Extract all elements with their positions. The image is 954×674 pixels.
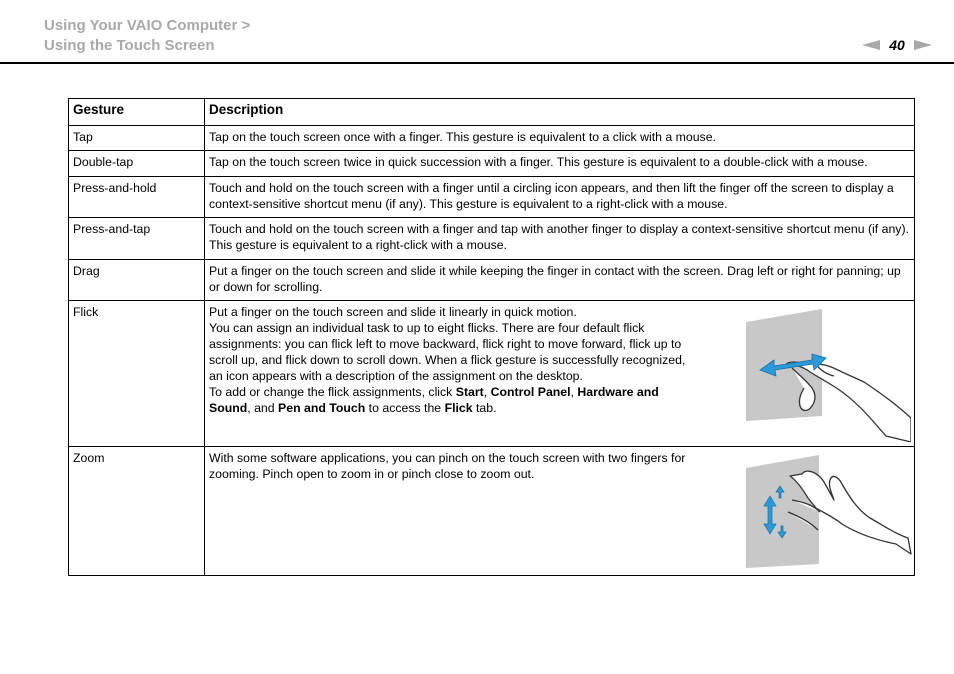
text-span: to access the — [365, 401, 445, 415]
flick-line-3 — [209, 384, 689, 416]
page-number: 40 — [889, 37, 905, 53]
table-row — [69, 151, 915, 177]
gesture-cell: Press-and-hold — [69, 177, 205, 218]
table-row — [69, 218, 915, 260]
column-header-gesture: Gesture — [69, 99, 205, 126]
flick-description — [209, 304, 689, 416]
gesture-cell: Tap — [69, 126, 205, 151]
gesture-cell: Drag — [69, 260, 205, 301]
header-rule — [0, 62, 954, 64]
text-span: To add or change the flick assignments, click — [209, 385, 456, 399]
previous-page-icon[interactable] — [862, 40, 880, 50]
gesture-cell: Flick — [69, 301, 205, 447]
table-header-row — [69, 99, 915, 126]
zoom-gesture-illustration — [746, 454, 913, 568]
table-row-flick — [69, 301, 915, 447]
column-header-description: Description — [205, 99, 915, 126]
gesture-cell: Zoom — [69, 447, 205, 576]
table-row — [69, 177, 915, 218]
flick-line-2: You can assign an individual task to up to eight flicks. There are four default flick assignments: you can flick left to move backward, flick right to move forward, flick up to scroll up, and flick down to scroll down. When a flick gesture is successfully recognized, an icon appears with a description of the assignment on the desktop. — [209, 321, 686, 383]
breadcrumb-line-2[interactable]: Using the Touch Screen — [44, 37, 215, 54]
gesture-cell: Double-tap — [69, 151, 205, 177]
description-cell: Tap on the touch screen twice in quick succession with a finger. This gesture is equivalent to a double-click with a mouse. — [205, 151, 915, 177]
text-span: , — [570, 385, 578, 399]
description-cell: Touch and hold on the touch screen with a finger until a circling icon appears, and then lift the finger off the screen to display a context-sensitive shortcut menu (if any). This gesture is equivalent to a right-click with a mouse. — [205, 177, 915, 218]
gesture-table — [68, 98, 915, 576]
flick-tab-term: Flick — [444, 401, 473, 415]
table-row-zoom — [69, 447, 915, 576]
description-cell — [205, 447, 915, 576]
breadcrumb-line-1[interactable]: Using Your VAIO Computer > — [44, 17, 251, 34]
description-cell: Touch and hold on the touch screen with a finger and tap with another finger to display a context-sensitive shortcut menu (if any). This gesture is equivalent to a right-click with a mouse. — [205, 218, 915, 260]
gesture-cell: Press-and-tap — [69, 218, 205, 260]
table-row — [69, 126, 915, 151]
start-term: Start — [455, 385, 484, 399]
pen-touch-term: Pen and Touch — [278, 401, 366, 415]
description-cell: Tap on the touch screen once with a finger. This gesture is equivalent to a click with a mouse. — [205, 126, 915, 151]
text-span: , and — [247, 401, 279, 415]
control-panel-term: Control Panel — [490, 385, 571, 399]
page-navigation — [862, 36, 932, 54]
text-span: tab. — [472, 401, 497, 415]
next-page-icon[interactable] — [914, 40, 932, 50]
zoom-description: With some software applications, you can pinch on the touch screen with two fingers for zooming. Pinch open to zoom in or pinch close to zoom out. — [209, 451, 686, 481]
flick-line-1: Put a finger on the touch screen and slide it linearly in quick motion. — [209, 305, 577, 319]
description-cell — [205, 301, 915, 447]
table-row — [69, 260, 915, 301]
description-cell: Put a finger on the touch screen and slide it while keeping the finger in contact with the screen. Drag left or right for panning; up or down for scrolling. — [205, 260, 915, 301]
text-span: , — [483, 385, 491, 399]
flick-gesture-illustration — [746, 308, 911, 442]
hardware-sound-term: Hardware and Sound — [209, 385, 659, 415]
breadcrumb — [44, 16, 250, 56]
